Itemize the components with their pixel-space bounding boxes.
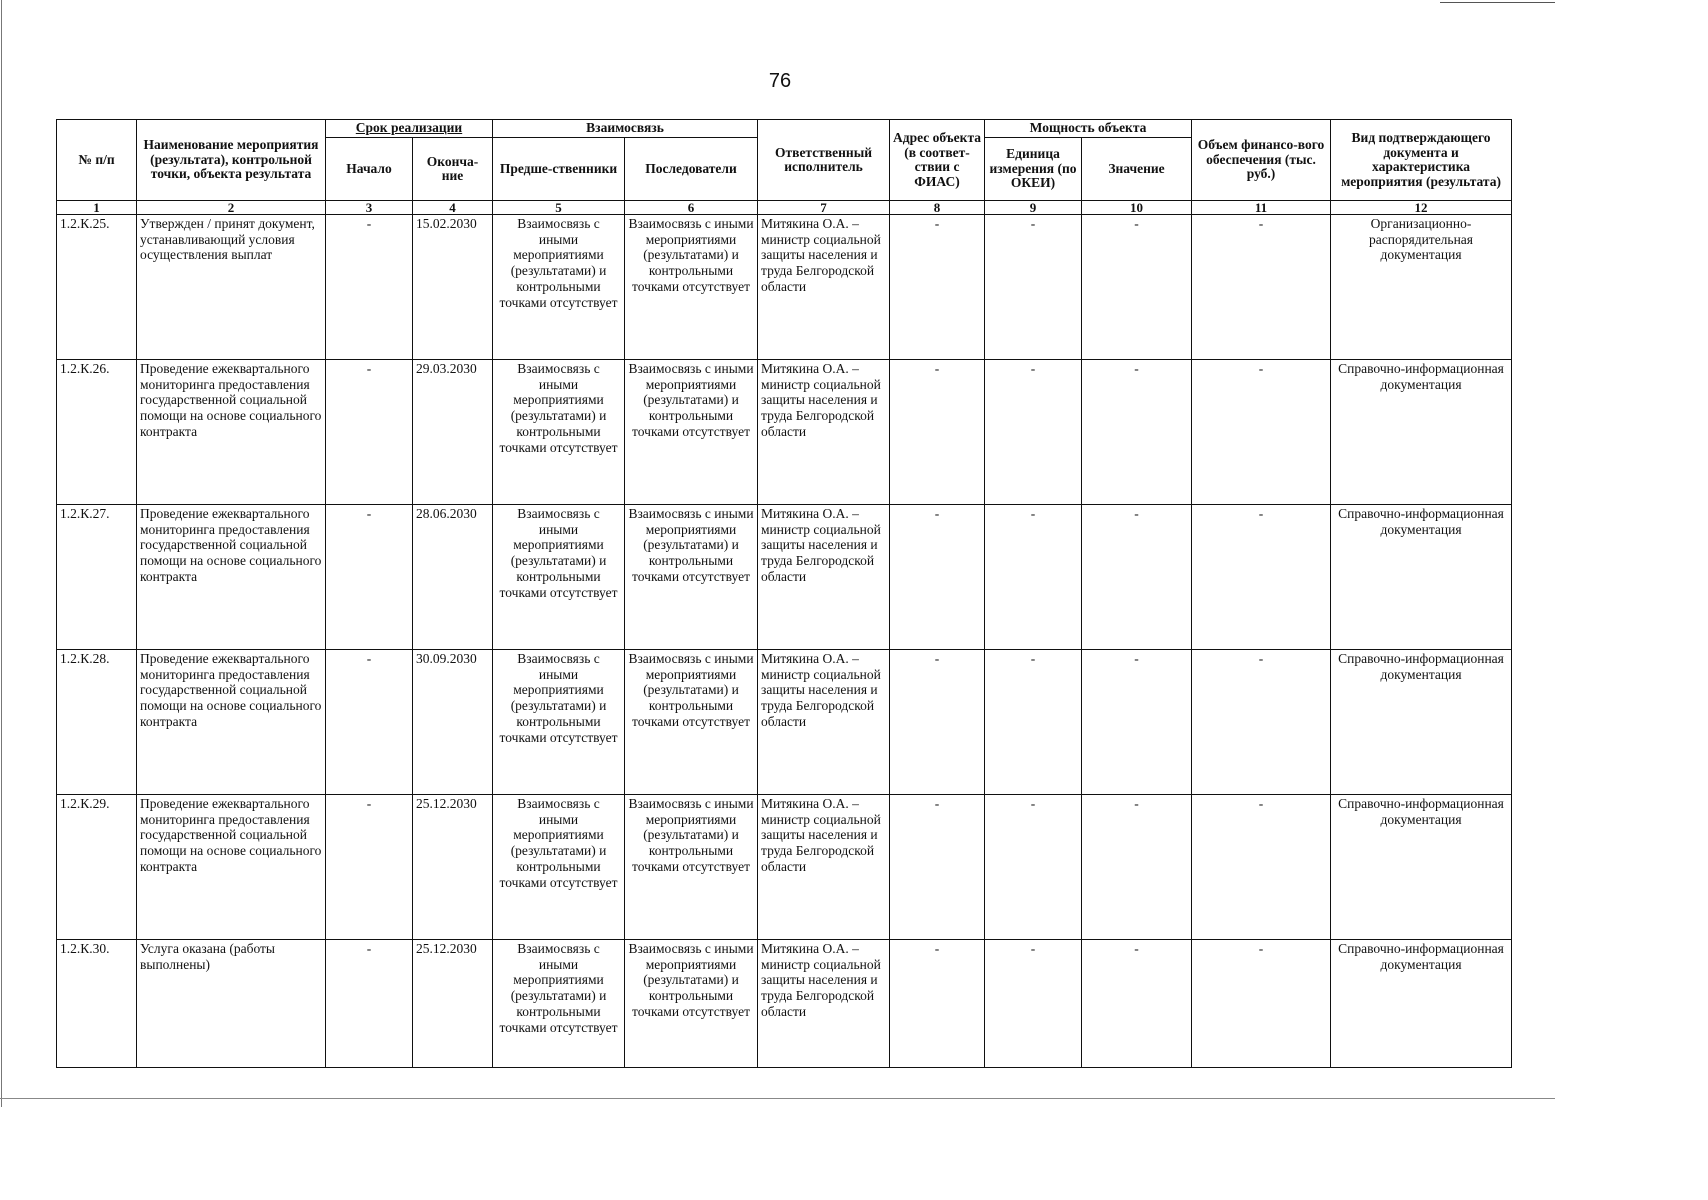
row-predecessors: Взаимосвязь с иными мероприятиями (результатами) и контрольными точками отсутствует [493, 360, 625, 505]
row-unit: - [985, 650, 1082, 795]
row-finance: - [1192, 940, 1331, 1068]
row-value: - [1082, 505, 1192, 650]
row-end: 28.06.2030 [413, 505, 493, 650]
row-finance: - [1192, 360, 1331, 505]
row-responsible: Митякина О.А. – министр социальной защиты населения и труда Белгородской области [758, 795, 890, 940]
row-finance: - [1192, 215, 1331, 360]
row-finance: - [1192, 505, 1331, 650]
row-value: - [1082, 215, 1192, 360]
row-successors: Взаимосвязь с иными мероприятиями (результатами) и контрольными точками отсутствует [625, 215, 758, 360]
row-name: Проведение ежеквартального мониторинга предоставления государственной социальной помощи на основе социального контракта [137, 795, 326, 940]
row-predecessors: Взаимосвязь с иными мероприятиями (результатами) и контрольными точками отсутствует [493, 940, 625, 1068]
row-end: 15.02.2030 [413, 215, 493, 360]
row-name: Утвержден / принят документ, устанавливающий условия осуществления выплат [137, 215, 326, 360]
column-number: 2 [137, 201, 326, 215]
row-address: - [890, 650, 985, 795]
row-address: - [890, 505, 985, 650]
row-unit: - [985, 360, 1082, 505]
row-unit: - [985, 940, 1082, 1068]
row-successors: Взаимосвязь с иными мероприятиями (результатами) и контрольными точками отсутствует [625, 795, 758, 940]
row-responsible: Митякина О.А. – министр социальной защиты населения и труда Белгородской области [758, 650, 890, 795]
header-finance: Объем финансо-вого обеспечения (тыс. руб.) [1192, 120, 1331, 201]
row-unit: - [985, 795, 1082, 940]
row-value: - [1082, 360, 1192, 505]
row-end: 30.09.2030 [413, 650, 493, 795]
row-predecessors: Взаимосвязь с иными мероприятиями (результатами) и контрольными точками отсутствует [493, 215, 625, 360]
row-responsible: Митякина О.А. – министр социальной защиты населения и труда Белгородской области [758, 360, 890, 505]
row-value: - [1082, 795, 1192, 940]
row-finance: - [1192, 795, 1331, 940]
column-number: 6 [625, 201, 758, 215]
table-row [57, 940, 1512, 1068]
row-number: 1.2.К.26. [57, 360, 137, 505]
bottom-rule [0, 1098, 1555, 1099]
header-unit: Единица измерения (по ОКЕИ) [985, 138, 1082, 201]
row-number: 1.2.К.28. [57, 650, 137, 795]
row-value: - [1082, 940, 1192, 1068]
table-row [57, 360, 1512, 505]
header-term-group: Срок реализации [326, 120, 493, 138]
header-predecessors: Предше-ственники [493, 138, 625, 201]
row-document-type: Справочно-информационная документация [1331, 940, 1512, 1068]
row-finance: - [1192, 650, 1331, 795]
row-address: - [890, 940, 985, 1068]
row-start: - [326, 650, 413, 795]
table-row [57, 505, 1512, 650]
row-end: 29.03.2030 [413, 360, 493, 505]
top-rule [1440, 2, 1555, 3]
row-start: - [326, 795, 413, 940]
row-number: 1.2.К.25. [57, 215, 137, 360]
scan-left-edge [1, 0, 2, 1107]
table-row [57, 650, 1512, 795]
column-number-row [57, 201, 1512, 215]
header-relation-group: Взаимосвязь [493, 120, 758, 138]
row-predecessors: Взаимосвязь с иными мероприятиями (результатами) и контрольными точками отсутствует [493, 650, 625, 795]
header-start: Начало [326, 138, 413, 201]
row-responsible: Митякина О.А. – министр социальной защиты населения и труда Белгородской области [758, 940, 890, 1068]
row-successors: Взаимосвязь с иными мероприятиями (результатами) и контрольными точками отсутствует [625, 505, 758, 650]
header-successors: Последователи [625, 138, 758, 201]
row-responsible: Митякина О.А. – министр социальной защиты населения и труда Белгородской области [758, 215, 890, 360]
row-start: - [326, 940, 413, 1068]
row-name: Услуга оказана (работы выполнены) [137, 940, 326, 1068]
page-number: 76 [768, 70, 792, 92]
row-number: 1.2.К.27. [57, 505, 137, 650]
column-number: 4 [413, 201, 493, 215]
header-name: Наименование мероприятия (результата), контрольной точки, объекта результата [137, 120, 326, 201]
column-number: 9 [985, 201, 1082, 215]
row-document-type: Справочно-информационная документация [1331, 505, 1512, 650]
header-end: Оконча-ние [413, 138, 493, 201]
row-unit: - [985, 215, 1082, 360]
row-address: - [890, 360, 985, 505]
row-end: 25.12.2030 [413, 795, 493, 940]
column-number: 10 [1082, 201, 1192, 215]
row-number: 1.2.К.30. [57, 940, 137, 1068]
row-address: - [890, 215, 985, 360]
column-number: 12 [1331, 201, 1512, 215]
column-number: 5 [493, 201, 625, 215]
column-number: 7 [758, 201, 890, 215]
header-row-1 [57, 120, 1512, 138]
row-responsible: Митякина О.А. – министр социальной защиты населения и труда Белгородской области [758, 505, 890, 650]
header-address: Адрес объекта (в соответ-ствии с ФИАС) [890, 120, 985, 201]
column-number: 1 [57, 201, 137, 215]
row-address: - [890, 795, 985, 940]
row-predecessors: Взаимосвязь с иными мероприятиями (результатами) и контрольными точками отсутствует [493, 505, 625, 650]
row-start: - [326, 215, 413, 360]
header-responsible: Ответственный исполнитель [758, 120, 890, 201]
column-number: 3 [326, 201, 413, 215]
row-name: Проведение ежеквартального мониторинга предоставления государственной социальной помощи на основе социального контракта [137, 360, 326, 505]
table-row [57, 215, 1512, 360]
header-document: Вид подтверждающего документа и характеристика мероприятия (результата) [1331, 120, 1512, 201]
row-number: 1.2.К.29. [57, 795, 137, 940]
column-number: 11 [1192, 201, 1331, 215]
row-value: - [1082, 650, 1192, 795]
table-row [57, 795, 1512, 940]
header-value: Значение [1082, 138, 1192, 201]
plan-table [56, 119, 1512, 1068]
row-document-type: Справочно-информационная документация [1331, 650, 1512, 795]
row-name: Проведение ежеквартального мониторинга предоставления государственной социальной помощи на основе социального контракта [137, 505, 326, 650]
row-unit: - [985, 505, 1082, 650]
row-document-type: Справочно-информационная документация [1331, 795, 1512, 940]
row-predecessors: Взаимосвязь с иными мероприятиями (результатами) и контрольными точками отсутствует [493, 795, 625, 940]
row-document-type: Организационно-распорядительная документация [1331, 215, 1512, 360]
row-start: - [326, 505, 413, 650]
row-document-type: Справочно-информационная документация [1331, 360, 1512, 505]
row-start: - [326, 360, 413, 505]
row-successors: Взаимосвязь с иными мероприятиями (результатами) и контрольными точками отсутствует [625, 650, 758, 795]
row-end: 25.12.2030 [413, 940, 493, 1068]
header-num: № п/п [57, 120, 137, 201]
column-number: 8 [890, 201, 985, 215]
row-successors: Взаимосвязь с иными мероприятиями (результатами) и контрольными точками отсутствует [625, 940, 758, 1068]
row-successors: Взаимосвязь с иными мероприятиями (результатами) и контрольными точками отсутствует [625, 360, 758, 505]
row-name: Проведение ежеквартального мониторинга предоставления государственной социальной помощи на основе социального контракта [137, 650, 326, 795]
header-power-group: Мощность объекта [985, 120, 1192, 138]
